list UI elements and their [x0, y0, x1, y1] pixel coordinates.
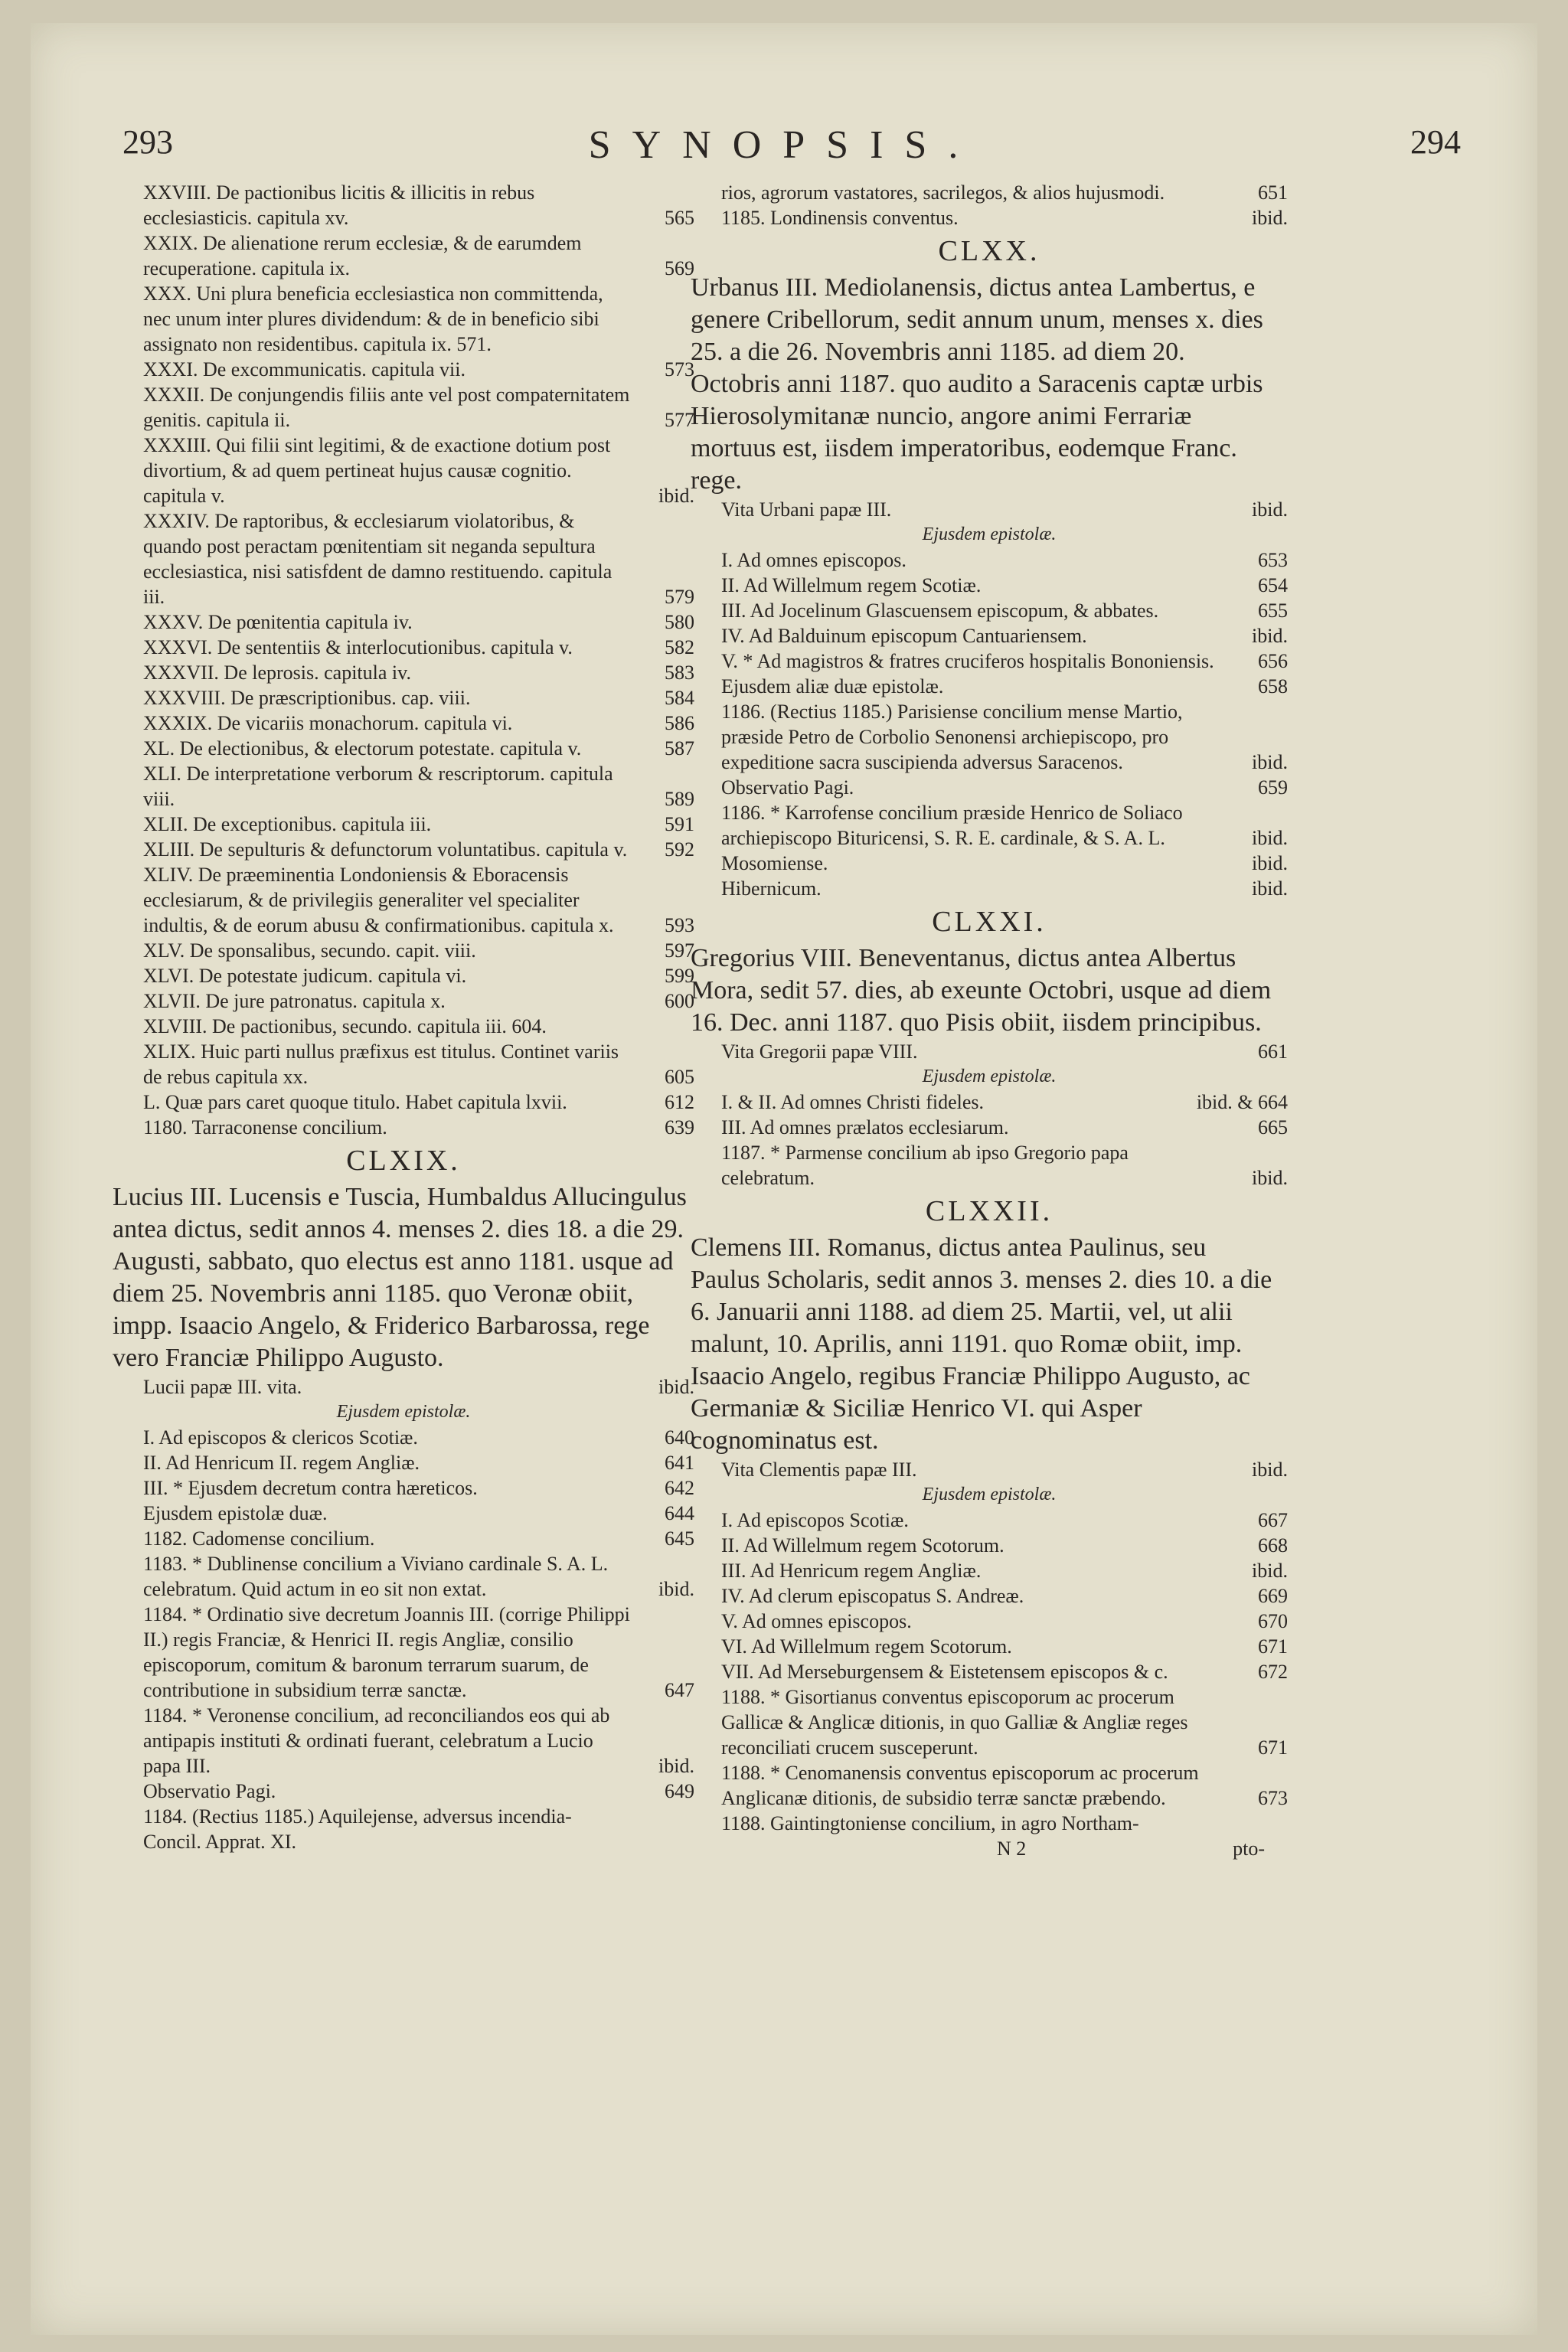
- clemens-entry-list: [691, 1457, 1288, 1836]
- right-page-number: 294: [1410, 123, 1461, 161]
- entry-text: XXXVI. De sententiis & interlocutionibus. capitula v.: [143, 636, 573, 658]
- section-heading-clxxii: CLXXII.: [925, 1195, 1054, 1227]
- entry-text: Vita Clementis papæ III.: [721, 1459, 917, 1481]
- pope-clemens-paragraph: Clemens III. Romanus, dictus antea Paulinus, seu Paulus Scholaris, sedit annos 3. menses 2. dies 10. a die 6. Januarii anni 1188. ad diem 25. Martii, vel, ut alii malunt, 10. Aprilis, anni 1191. quo Romæ obiit, imp. Isaacio Angelo, regibus Franciæ Philippo Augusto, ac Germaniæ & Siciliæ Henrico VI. qui Asper cognominatus est.: [691, 1233, 1272, 1455]
- index-entry: [691, 1558, 1288, 1583]
- entry-text: 1188. Gaintingtoniense concilium, in agro Northam-: [721, 1812, 1139, 1834]
- entry-page-ref: 671: [1258, 1736, 1288, 1759]
- entry-text: Hibernicum.: [721, 877, 822, 900]
- entry-text: I. Ad episcopos & clericos Scotiæ.: [143, 1426, 418, 1449]
- entry-text: III. Ad Jocelinum Glascuensem episcopum, & abbates.: [721, 599, 1159, 622]
- index-entry: [691, 1457, 1288, 1482]
- entry-page-ref: ibid.: [658, 1578, 694, 1600]
- entry-text: II. Ad Willelmum regem Scotorum.: [721, 1534, 1004, 1557]
- entry-page-ref: 583: [665, 662, 694, 684]
- index-entry: [691, 800, 1288, 851]
- entry-text: XXXIX. De vicariis monachorum. capitula vi.: [143, 712, 513, 734]
- entry-page-ref: 661: [1258, 1040, 1288, 1063]
- entry-page-ref: 597: [665, 939, 694, 962]
- entry-text: I. Ad episcopos Scotiæ.: [721, 1509, 909, 1531]
- index-entry: [691, 1760, 1288, 1811]
- index-entry: [113, 938, 694, 963]
- index-entry: [691, 1583, 1288, 1609]
- entry-page-ref: ibid.: [1252, 751, 1288, 773]
- entry-page-ref: 656: [1258, 650, 1288, 672]
- right-column: [691, 180, 1288, 1861]
- index-entry: [691, 1533, 1288, 1558]
- left-entry-list: [113, 180, 694, 1140]
- index-entry: [113, 1551, 694, 1602]
- index-entry: [113, 180, 694, 230]
- entry-page-ref: 579: [665, 586, 694, 608]
- entry-page-ref: ibid.: [1252, 852, 1288, 874]
- index-entry: [113, 1089, 694, 1115]
- entry-text: Vita Urbani papæ III.: [721, 498, 892, 521]
- index-entry: [691, 1659, 1288, 1684]
- entry-text: XXXI. De excommunicatis. capitula vii.: [143, 358, 466, 381]
- entry-page-ref: ibid.: [1252, 207, 1288, 229]
- entry-text: VII. Ad Merseburgensem & Eistetensem episcopos & c.: [721, 1661, 1168, 1683]
- left-column: [113, 180, 694, 1854]
- entry-text: rios, agrorum vastatores, sacrilegos, & alios hujusmodi.: [721, 181, 1165, 204]
- index-entry: [691, 573, 1288, 598]
- entry-text: Ejusdem aliæ duæ epistolæ.: [721, 675, 944, 697]
- entry-page-ref: ibid.: [1252, 827, 1288, 849]
- index-entry: [113, 862, 694, 938]
- entry-page-ref: 612: [665, 1091, 694, 1113]
- index-entry: [691, 1140, 1288, 1191]
- entry-text: XLV. De sponsalibus, secundo. capit. viii.: [143, 939, 476, 962]
- entry-page-ref: 586: [665, 712, 694, 734]
- entry-page-ref: 599: [665, 965, 694, 987]
- entry-page-ref: 569: [665, 257, 694, 279]
- entry-page-ref: ibid.: [658, 485, 694, 507]
- index-entry: [691, 1115, 1288, 1140]
- entry-page-ref: 665: [1258, 1116, 1288, 1138]
- entry-text: XLIII. De sepulturis & defunctorum voluntatibus. capitula v.: [143, 838, 628, 861]
- entry-text: Ejusdem epistolæ.: [922, 524, 1057, 544]
- entry-text: 1184. * Veronense concilium, ad reconciliandos eos qui ab antipapis instituti & ordinati fuerant, celebratum a Lucio papa III.: [143, 1704, 610, 1777]
- entry-page-ref: 644: [665, 1502, 694, 1524]
- entry-text: Observatio Pagi.: [721, 776, 854, 799]
- index-entry: [691, 1609, 1288, 1634]
- index-entry: [113, 1425, 694, 1450]
- index-entry: [691, 598, 1288, 623]
- index-entry: [691, 180, 1288, 205]
- pope-lucius-paragraph: Lucius III. Lucensis e Tuscia, Humbaldus Allucingulus antea dictus, sedit annos 4. menses 2. dies 18. a die 29. Augusti, sabbato, quo electus est anno 1181. usque ad diem 25. Novembris anni 1185. quo Veronæ obiit, impp. Isaacio Angelo, & Friderico Barbarossa, rege vero Franciæ Philippo Augusto.: [113, 1183, 687, 1372]
- index-entry: [691, 1811, 1288, 1836]
- gregorius-entry-list: [691, 1039, 1288, 1191]
- entry-page-ref: 640: [665, 1426, 694, 1449]
- entry-page-ref: ibid.: [1252, 1560, 1288, 1582]
- entry-text: Ejusdem epistolæ duæ.: [143, 1502, 328, 1524]
- entry-text: III. Ad omnes prælatos ecclesiarum.: [721, 1116, 1009, 1138]
- entry-page-ref: 593: [665, 914, 694, 936]
- entry-page-ref: 580: [665, 611, 694, 633]
- entry-text: III. Ad Henricum regem Angliæ.: [721, 1560, 982, 1582]
- entry-text: Ejusdem epistolæ.: [922, 1485, 1057, 1504]
- index-entry: [113, 508, 694, 609]
- entry-text: XLIV. De præeminentia Londoniensis & Eboracensis ecclesiarum, & de privilegiis generaliter vel specialiter indultis, & de eorum abusu & confirmationibus. capitula x.: [143, 864, 614, 936]
- entry-page-ref: 605: [665, 1066, 694, 1088]
- entry-text: XXXVIII. De præscriptionibus. cap. viii.: [143, 687, 471, 709]
- entry-page-ref: ibid. & 664: [1196, 1091, 1288, 1113]
- index-entry: [691, 1634, 1288, 1659]
- entry-text: XXXIV. De raptoribus, & ecclesiarum violatoribus, & quando post peractam pœnitentiam sit neganda sepultura ecclesiastica, nisi satisfdent de damno restituendo. capitula iii.: [143, 510, 612, 608]
- entry-page-ref: ibid.: [1252, 1459, 1288, 1481]
- entry-page-ref: 600: [665, 990, 694, 1012]
- right-top-entry-list: [691, 180, 1288, 230]
- entry-text: XXXV. De pœnitentia capitula iv.: [143, 611, 413, 633]
- entry-text: XLVII. De jure patronatus. capitula x.: [143, 990, 446, 1012]
- index-entry: [113, 963, 694, 988]
- index-entry: [691, 699, 1288, 775]
- urbanus-entry-list: [691, 497, 1288, 901]
- index-entry: [691, 1039, 1288, 1064]
- entry-page-ref: 669: [1258, 1585, 1288, 1607]
- entry-text: 1185. Londinensis conventus.: [721, 207, 959, 229]
- index-entry: [691, 547, 1288, 573]
- index-entry: [113, 1039, 694, 1089]
- section-heading-clxxi: CLXXI.: [932, 906, 1047, 938]
- left-page-number: 293: [122, 123, 173, 161]
- entry-text: IV. Ad Balduinum episcopum Cantuariensem.: [721, 625, 1087, 647]
- entry-text: II. Ad Willelmum regem Scotiæ.: [721, 574, 982, 596]
- entry-text: XLII. De exceptionibus. capitula iii.: [143, 813, 432, 835]
- index-entry: [691, 522, 1288, 547]
- entry-page-ref: 658: [1258, 675, 1288, 697]
- entry-page-ref: 641: [665, 1452, 694, 1474]
- entry-text: II. Ad Henricum II. regem Angliæ.: [143, 1452, 420, 1474]
- entry-text: XLI. De interpretatione verborum & rescriptorum. capitula viii.: [143, 763, 613, 810]
- index-entry: [113, 1526, 694, 1551]
- entry-page-ref: 667: [1258, 1509, 1288, 1531]
- entry-text: XLVIII. De pactionibus, secundo. capitula iii. 604.: [143, 1015, 547, 1037]
- index-entry: [691, 648, 1288, 674]
- running-title: SYNOPSIS.: [588, 123, 980, 167]
- entry-text: 1180. Tarraconense concilium.: [143, 1116, 387, 1138]
- entry-page-ref: 653: [1258, 549, 1288, 571]
- pope-urbanus-paragraph: Urbanus III. Mediolanensis, dictus antea Lambertus, e genere Cribellorum, sedit annum unum, menses x. dies 25. a die 26. Novembris anni 1185. ad diem 20. Octobris anni 1187. quo audito a Saracenis captæ urbis Hierosolymitanæ nuncio, angore animi Ferrariæ mortuus est, iisdem imperatoribus, eodemque Franc. rege.: [691, 273, 1263, 495]
- entry-text: 1184. * Ordinatio sive decretum Joannis III. (corrige Philippi II.) regis Franciæ, & Henrici II. regis Angliæ, consilio episcoporum, comitum & baronum terrarum suarum, de contributione in subsidium terræ sanctæ.: [143, 1603, 630, 1701]
- index-entry: [691, 623, 1288, 648]
- entry-text: 1184. (Rectius 1185.) Aquilejense, adversus incendia- Concil. Apprat. XI.: [143, 1805, 572, 1853]
- entry-page-ref: ibid.: [1252, 1167, 1288, 1189]
- index-entry: [691, 674, 1288, 699]
- entry-text: XLVI. De potestate judicum. capitula vi.: [143, 965, 467, 987]
- entry-text: 1186. * Karrofense concilium præside Henrico de Soliaco archiepiscopo Bituricensi, S. R. E. cardinale, & S. A. L.: [721, 802, 1183, 849]
- entry-page-ref: 651: [1258, 181, 1288, 204]
- entry-page-ref: 573: [665, 358, 694, 381]
- index-entry: [113, 635, 694, 660]
- entry-text: V. * Ad magistros & fratres cruciferos hospitalis Bononiensis.: [721, 650, 1214, 672]
- entry-page-ref: ibid.: [1252, 625, 1288, 647]
- entry-text: Observatio Pagi.: [143, 1780, 276, 1802]
- index-entry: [113, 230, 694, 281]
- entry-text: L. Quæ pars caret quoque titulo. Habet capitula lxvii.: [143, 1091, 567, 1113]
- entry-page-ref: 565: [665, 207, 694, 229]
- index-entry: [113, 609, 694, 635]
- index-entry: [691, 1064, 1288, 1089]
- entry-text: Vita Gregorii papæ VIII.: [721, 1040, 918, 1063]
- index-entry: [113, 761, 694, 812]
- index-entry: [113, 1501, 694, 1526]
- entry-page-ref: ibid.: [1252, 498, 1288, 521]
- entry-page-ref: 670: [1258, 1610, 1288, 1632]
- index-entry: [113, 357, 694, 382]
- entry-page-ref: ibid.: [658, 1755, 694, 1777]
- index-entry: [113, 1703, 694, 1779]
- index-entry: [113, 1374, 694, 1400]
- index-entry: [691, 876, 1288, 901]
- entry-page-ref: 592: [665, 838, 694, 861]
- index-entry: [113, 736, 694, 761]
- pope-gregorius-paragraph: Gregorius VIII. Beneventanus, dictus antea Albertus Mora, sedit 57. dies, ab exeunte Octobri, usque ad diem 16. Dec. anni 1187. quo Pisis obiit, iisdem principibus.: [691, 944, 1272, 1037]
- lucius-entry-list: [113, 1374, 694, 1854]
- index-entry: [113, 1475, 694, 1501]
- entry-text: 1186. (Rectius 1185.) Parisiense concilium mense Martio, præside Petro de Corbolio Senonensi archiepiscopo, pro expeditione sacra suscipienda adversus Saracenos.: [721, 701, 1183, 773]
- entry-text: XXX. Uni plura beneficia ecclesiastica non committenda, nec unum inter plures dividendum: & de in beneficio sibi assignato non residentibus. capitula ix. 571.: [143, 283, 603, 355]
- entry-text: XXXVII. De leprosis. capitula iv.: [143, 662, 411, 684]
- entry-page-ref: 655: [1258, 599, 1288, 622]
- index-entry: [113, 1400, 694, 1425]
- entry-page-ref: 584: [665, 687, 694, 709]
- entry-page-ref: 589: [665, 788, 694, 810]
- index-entry: [113, 1602, 694, 1703]
- entry-page-ref: 645: [665, 1527, 694, 1550]
- index-entry: [113, 988, 694, 1014]
- entry-page-ref: 671: [1258, 1635, 1288, 1658]
- entry-page-ref: 577: [665, 409, 694, 431]
- page-header: [31, 122, 1537, 184]
- entry-text: Ejusdem epistolæ.: [922, 1067, 1057, 1086]
- index-entry: [113, 1115, 694, 1140]
- entry-text: XLIX. Huic parti nullus præfixus est titulus. Continet variis de rebus capitula xx.: [143, 1040, 619, 1088]
- entry-text: 1187. * Parmense concilium ab ipso Gregorio papa celebratum.: [721, 1142, 1129, 1189]
- entry-text: XXXII. De conjungendis filiis ante vel post compaternitatem genitis. capitula ii.: [143, 384, 630, 431]
- entry-text: 1182. Cadomense concilium.: [143, 1527, 375, 1550]
- entry-page-ref: 673: [1258, 1787, 1288, 1809]
- index-entry: [691, 497, 1288, 522]
- index-entry: [113, 710, 694, 736]
- entry-page-ref: ibid.: [1252, 877, 1288, 900]
- entry-text: I. Ad omnes episcopos.: [721, 549, 906, 571]
- index-entry: [113, 382, 694, 433]
- entry-text: 1183. * Dublinense concilium a Viviano cardinale S. A. L. celebratum. Quid actum in eo sit non extat.: [143, 1553, 609, 1600]
- page-footer-marks: [691, 1836, 1288, 1861]
- entry-text: V. Ad omnes episcopos.: [721, 1610, 912, 1632]
- entry-text: Lucii papæ III. vita.: [143, 1376, 302, 1398]
- book-page: [31, 23, 1537, 2335]
- entry-page-ref: 582: [665, 636, 694, 658]
- index-entry: [113, 660, 694, 685]
- index-entry: [691, 1089, 1288, 1115]
- entry-text: 1188. * Gisortianus conventus episcoporum ac procerum Gallicæ & Anglicæ ditionis, in quo Galliæ & Angliæ reges reconciliati crucem susceperunt.: [721, 1686, 1188, 1759]
- entry-page-ref: 591: [665, 813, 694, 835]
- entry-text: XXVIII. De pactionibus licitis & illicitis in rebus ecclesiasticis. capitula xv.: [143, 181, 535, 229]
- entry-page-ref: 659: [1258, 776, 1288, 799]
- section-heading-clxix: CLXIX.: [346, 1145, 461, 1177]
- index-entry: [113, 1804, 694, 1854]
- index-entry: [691, 1508, 1288, 1533]
- index-entry: [113, 812, 694, 837]
- index-entry: [113, 281, 694, 357]
- entry-page-ref: 587: [665, 737, 694, 760]
- catchword: pto-: [1233, 1838, 1265, 1860]
- index-entry: [113, 1779, 694, 1804]
- index-entry: [113, 1014, 694, 1039]
- index-entry: [113, 433, 694, 508]
- entry-text: XXXIII. Qui filii sint legitimi, & de exactione dotium post divortium, & ad quem pertineat hujus causæ cognitio. capitula v.: [143, 434, 611, 507]
- entry-page-ref: 654: [1258, 574, 1288, 596]
- entry-page-ref: 639: [665, 1116, 694, 1138]
- signature-mark: N 2: [997, 1838, 1027, 1860]
- index-entry: [113, 685, 694, 710]
- index-entry: [113, 1450, 694, 1475]
- entry-page-ref: ibid.: [658, 1376, 694, 1398]
- entry-text: III. * Ejusdem decretum contra hæreticos.: [143, 1477, 478, 1499]
- entry-text: Mosomiense.: [721, 852, 828, 874]
- entry-page-ref: 668: [1258, 1534, 1288, 1557]
- entry-text: I. & II. Ad omnes Christi fideles.: [721, 1091, 985, 1113]
- index-entry: [691, 775, 1288, 800]
- entry-text: Ejusdem epistolæ.: [336, 1402, 471, 1422]
- entry-page-ref: 672: [1258, 1661, 1288, 1683]
- section-heading-clxx: CLXX.: [938, 235, 1040, 267]
- index-entry: [691, 205, 1288, 230]
- index-entry: [113, 837, 694, 862]
- entry-text: XXIX. De alienatione rerum ecclesiæ, & de earumdem recuperatione. capitula ix.: [143, 232, 582, 279]
- entry-page-ref: 647: [665, 1679, 694, 1701]
- index-entry: [691, 851, 1288, 876]
- entry-text: XL. De electionibus, & electorum potestate. capitula v.: [143, 737, 582, 760]
- index-entry: [691, 1482, 1288, 1508]
- entry-page-ref: 649: [665, 1780, 694, 1802]
- entry-page-ref: 642: [665, 1477, 694, 1499]
- entry-text: 1188. * Cenomanensis conventus episcoporum ac procerum Anglicanæ ditionis, de subsidio terræ sanctæ præbendo.: [721, 1762, 1199, 1809]
- entry-text: IV. Ad clerum episcopatus S. Andreæ.: [721, 1585, 1024, 1607]
- entry-text: VI. Ad Willelmum regem Scotorum.: [721, 1635, 1012, 1658]
- index-entry: [691, 1684, 1288, 1760]
